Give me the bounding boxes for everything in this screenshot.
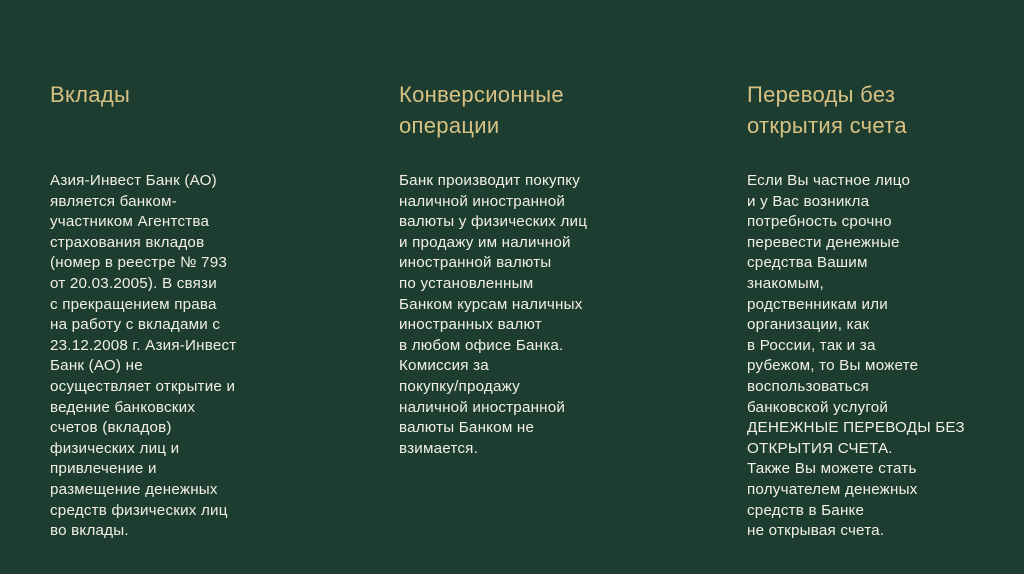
body-deposits bbox=[50, 171, 350, 542]
body-line: физических лиц и bbox=[50, 439, 180, 457]
body-line: валюты у физических лиц bbox=[399, 213, 588, 231]
heading-line: операции bbox=[399, 113, 500, 138]
body-line: родственникам или bbox=[747, 295, 888, 313]
body-line: ДЕНЕЖНЫЕ ПЕРЕВОДЫ БЕЗ bbox=[747, 419, 965, 437]
body-line: покупку/продажу bbox=[399, 377, 520, 395]
body-line: является банком- bbox=[50, 192, 177, 210]
body-line: 23.12.2008 г. Азия-Инвест bbox=[50, 336, 237, 354]
body-money-transfers bbox=[747, 171, 1017, 542]
body-line: организации, как bbox=[747, 316, 870, 334]
body-line: Банк производит покупку bbox=[399, 172, 581, 189]
body-line: (номер в реестре № 793 bbox=[50, 254, 227, 272]
body-line: знакомым, bbox=[747, 274, 824, 292]
body-line: на работу с вкладами с bbox=[50, 316, 221, 334]
body-line: ведение банковских bbox=[50, 398, 196, 416]
body-line: во вклады. bbox=[50, 522, 129, 540]
body-line: и продажу им наличной bbox=[399, 233, 571, 251]
body-line: привлечение и bbox=[50, 460, 157, 478]
body-line: иностранных валют bbox=[399, 316, 542, 334]
body-line: участником Агентства bbox=[50, 213, 210, 231]
body-line: воспользоваться bbox=[747, 377, 869, 395]
body-line: валюты Банком не bbox=[399, 419, 535, 437]
body-line: размещение денежных bbox=[50, 480, 218, 498]
body-line: в России, так и за bbox=[747, 336, 876, 354]
heading-money-transfers bbox=[747, 79, 1017, 141]
body-line: с прекращением права bbox=[50, 295, 217, 313]
body-line: осуществляет открытие и bbox=[50, 377, 236, 395]
body-line: не открывая счета. bbox=[747, 522, 885, 540]
body-line: иностранной валюты bbox=[399, 254, 552, 272]
body-line: Азия-Инвест Банк (АО) bbox=[50, 172, 217, 189]
body-line: Банком курсам наличных bbox=[399, 295, 583, 313]
body-line: средств физических лиц bbox=[50, 501, 228, 519]
body-line: в любом офисе Банка. bbox=[399, 336, 564, 354]
body-line: потребность срочно bbox=[747, 213, 892, 231]
body-line: и у Вас возникла bbox=[747, 192, 870, 210]
body-line: счетов (вкладов) bbox=[50, 419, 172, 437]
heading-currency-exchange bbox=[399, 79, 699, 141]
heading-deposits bbox=[50, 79, 350, 110]
body-line: Банк (АО) не bbox=[50, 357, 143, 375]
body-line: получателем денежных bbox=[747, 480, 918, 498]
body-line: взимается. bbox=[399, 439, 478, 457]
body-line: перевести денежные bbox=[747, 233, 900, 251]
body-line: по установленным bbox=[399, 274, 534, 292]
body-line: ОТКРЫТИЯ СЧЕТА. bbox=[747, 439, 893, 457]
heading-line: Вклады bbox=[50, 82, 131, 107]
body-line: средств в Банке bbox=[747, 501, 865, 519]
body-line: наличной иностранной bbox=[399, 398, 566, 416]
body-line: Если Вы частное лицо bbox=[747, 172, 911, 189]
body-line: Комиссия за bbox=[399, 357, 489, 375]
body-line: от 20.03.2005). В связи bbox=[50, 274, 217, 292]
body-line: банковской услугой bbox=[747, 398, 889, 416]
body-line: Также Вы можете стать bbox=[747, 460, 917, 478]
body-currency-exchange bbox=[399, 171, 699, 459]
heading-line: открытия счета bbox=[747, 113, 907, 138]
body-line: средства Вашим bbox=[747, 254, 868, 272]
heading-line: Конверсионные bbox=[399, 82, 564, 107]
heading-line: Переводы без bbox=[747, 82, 896, 107]
body-line: рубежом, то Вы можете bbox=[747, 357, 919, 375]
body-line: страхования вкладов bbox=[50, 233, 205, 251]
body-line: наличной иностранной bbox=[399, 192, 566, 210]
